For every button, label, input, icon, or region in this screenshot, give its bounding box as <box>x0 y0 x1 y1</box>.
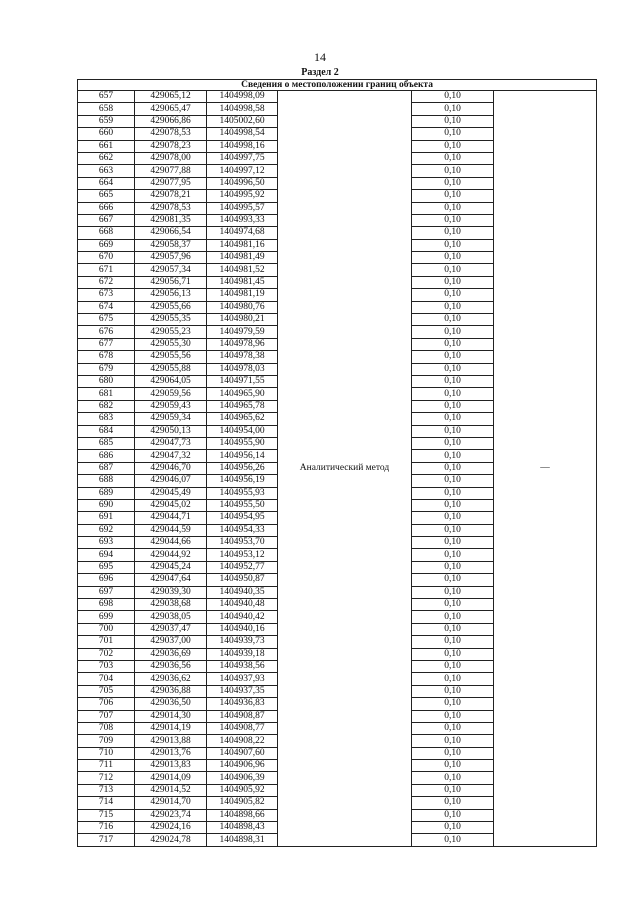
table-header: Сведения о местоположении границ объекта <box>78 80 597 91</box>
point-number-cell: 693 <box>78 537 135 549</box>
point-number-cell: 686 <box>78 450 135 462</box>
accuracy-cell: 0,10 <box>412 388 494 400</box>
point-number-cell: 709 <box>78 735 135 747</box>
y-coordinate-cell: 1404997,75 <box>207 152 278 164</box>
x-coordinate-cell: 429055,88 <box>135 363 207 375</box>
point-number-cell: 702 <box>78 648 135 660</box>
y-coordinate-cell: 1404978,38 <box>207 351 278 363</box>
point-number-cell: 689 <box>78 487 135 499</box>
x-coordinate-cell: 429047,73 <box>135 437 207 449</box>
x-coordinate-cell: 429081,35 <box>135 214 207 226</box>
y-coordinate-cell: 1404940,48 <box>207 599 278 611</box>
accuracy-cell: 0,10 <box>412 797 494 809</box>
point-number-cell: 678 <box>78 351 135 363</box>
x-coordinate-cell: 429024,16 <box>135 822 207 834</box>
accuracy-cell: 0,10 <box>412 239 494 251</box>
point-number-cell: 713 <box>78 784 135 796</box>
x-coordinate-cell: 429036,88 <box>135 685 207 697</box>
y-coordinate-cell: 1404981,45 <box>207 276 278 288</box>
x-coordinate-cell: 429057,34 <box>135 264 207 276</box>
point-number-cell: 688 <box>78 475 135 487</box>
point-number-cell: 712 <box>78 772 135 784</box>
x-coordinate-cell: 429056,13 <box>135 289 207 301</box>
point-number-cell: 674 <box>78 301 135 313</box>
x-coordinate-cell: 429036,56 <box>135 660 207 672</box>
point-number-cell: 666 <box>78 202 135 214</box>
x-coordinate-cell: 429014,19 <box>135 722 207 734</box>
y-coordinate-cell: 1404971,55 <box>207 375 278 387</box>
point-number-cell: 687 <box>78 462 135 474</box>
x-coordinate-cell: 429046,07 <box>135 475 207 487</box>
x-coordinate-cell: 429037,47 <box>135 623 207 635</box>
accuracy-cell: 0,10 <box>412 722 494 734</box>
y-coordinate-cell: 1404936,83 <box>207 698 278 710</box>
point-number-cell: 711 <box>78 760 135 772</box>
accuracy-cell: 0,10 <box>412 772 494 784</box>
y-coordinate-cell: 1404907,60 <box>207 747 278 759</box>
x-coordinate-cell: 429047,32 <box>135 450 207 462</box>
accuracy-cell: 0,10 <box>412 561 494 573</box>
y-coordinate-cell: 1404997,12 <box>207 165 278 177</box>
table-body <box>78 91 597 847</box>
point-number-cell: 665 <box>78 190 135 202</box>
x-coordinate-cell: 429059,34 <box>135 413 207 425</box>
accuracy-cell: 0,10 <box>412 586 494 598</box>
point-number-cell: 698 <box>78 599 135 611</box>
accuracy-cell: 0,10 <box>412 648 494 660</box>
accuracy-cell: 0,10 <box>412 685 494 697</box>
point-number-cell: 694 <box>78 549 135 561</box>
x-coordinate-cell: 429057,96 <box>135 252 207 264</box>
accuracy-cell: 0,10 <box>412 363 494 375</box>
y-coordinate-cell: 1404998,54 <box>207 128 278 140</box>
y-coordinate-cell: 1404954,00 <box>207 425 278 437</box>
x-coordinate-cell: 429055,30 <box>135 338 207 350</box>
accuracy-cell: 0,10 <box>412 450 494 462</box>
accuracy-cell: 0,10 <box>412 338 494 350</box>
accuracy-cell: 0,10 <box>412 611 494 623</box>
y-coordinate-cell: 1404981,52 <box>207 264 278 276</box>
accuracy-cell: 0,10 <box>412 190 494 202</box>
dash-cell: — <box>494 91 597 847</box>
accuracy-cell: 0,10 <box>412 809 494 821</box>
x-coordinate-cell: 429078,21 <box>135 190 207 202</box>
y-coordinate-cell: 1404898,31 <box>207 834 278 846</box>
point-number-cell: 683 <box>78 413 135 425</box>
accuracy-cell: 0,10 <box>412 710 494 722</box>
accuracy-cell: 0,10 <box>412 623 494 635</box>
section-title: Раздел 2 <box>301 67 339 78</box>
accuracy-cell: 0,10 <box>412 326 494 338</box>
point-number-cell: 706 <box>78 698 135 710</box>
x-coordinate-cell: 429014,52 <box>135 784 207 796</box>
point-number-cell: 700 <box>78 623 135 635</box>
y-coordinate-cell: 1404905,92 <box>207 784 278 796</box>
point-number-cell: 672 <box>78 276 135 288</box>
x-coordinate-cell: 429046,70 <box>135 462 207 474</box>
table-row <box>78 91 597 103</box>
x-coordinate-cell: 429055,56 <box>135 351 207 363</box>
x-coordinate-cell: 429024,78 <box>135 834 207 846</box>
accuracy-cell: 0,10 <box>412 760 494 772</box>
x-coordinate-cell: 429013,88 <box>135 735 207 747</box>
y-coordinate-cell: 1404937,35 <box>207 685 278 697</box>
y-coordinate-cell: 1404953,70 <box>207 537 278 549</box>
accuracy-cell: 0,10 <box>412 599 494 611</box>
y-coordinate-cell: 1404979,59 <box>207 326 278 338</box>
accuracy-cell: 0,10 <box>412 165 494 177</box>
y-coordinate-cell: 1405002,60 <box>207 115 278 127</box>
accuracy-cell: 0,10 <box>412 140 494 152</box>
accuracy-cell: 0,10 <box>412 735 494 747</box>
y-coordinate-cell: 1404908,22 <box>207 735 278 747</box>
y-coordinate-cell: 1404906,96 <box>207 760 278 772</box>
y-coordinate-cell: 1404908,87 <box>207 710 278 722</box>
y-coordinate-cell: 1404978,96 <box>207 338 278 350</box>
point-number-cell: 704 <box>78 673 135 685</box>
y-coordinate-cell: 1404955,90 <box>207 437 278 449</box>
point-number-cell: 681 <box>78 388 135 400</box>
y-coordinate-cell: 1404995,92 <box>207 190 278 202</box>
point-number-cell: 717 <box>78 834 135 846</box>
point-number-cell: 673 <box>78 289 135 301</box>
point-number-cell: 658 <box>78 103 135 115</box>
y-coordinate-cell: 1404940,35 <box>207 586 278 598</box>
x-coordinate-cell: 429014,09 <box>135 772 207 784</box>
accuracy-cell: 0,10 <box>412 103 494 115</box>
x-coordinate-cell: 429064,05 <box>135 375 207 387</box>
accuracy-cell: 0,10 <box>412 784 494 796</box>
x-coordinate-cell: 429055,23 <box>135 326 207 338</box>
x-coordinate-cell: 429077,88 <box>135 165 207 177</box>
point-number-cell: 707 <box>78 710 135 722</box>
x-coordinate-cell: 429055,66 <box>135 301 207 313</box>
x-coordinate-cell: 429066,54 <box>135 227 207 239</box>
y-coordinate-cell: 1404980,21 <box>207 314 278 326</box>
accuracy-cell: 0,10 <box>412 301 494 313</box>
y-coordinate-cell: 1404965,90 <box>207 388 278 400</box>
accuracy-cell: 0,10 <box>412 177 494 189</box>
point-number-cell: 684 <box>78 425 135 437</box>
x-coordinate-cell: 429044,92 <box>135 549 207 561</box>
coordinates-table <box>77 79 597 847</box>
y-coordinate-cell: 1404965,62 <box>207 413 278 425</box>
x-coordinate-cell: 429037,00 <box>135 636 207 648</box>
x-coordinate-cell: 429078,23 <box>135 140 207 152</box>
x-coordinate-cell: 429036,62 <box>135 673 207 685</box>
accuracy-cell: 0,10 <box>412 462 494 474</box>
y-coordinate-cell: 1404965,78 <box>207 400 278 412</box>
y-coordinate-cell: 1404995,57 <box>207 202 278 214</box>
accuracy-cell: 0,10 <box>412 698 494 710</box>
y-coordinate-cell: 1404955,93 <box>207 487 278 499</box>
point-number-cell: 676 <box>78 326 135 338</box>
point-number-cell: 682 <box>78 400 135 412</box>
x-coordinate-cell: 429013,83 <box>135 760 207 772</box>
x-coordinate-cell: 429077,95 <box>135 177 207 189</box>
x-coordinate-cell: 429065,47 <box>135 103 207 115</box>
point-number-cell: 699 <box>78 611 135 623</box>
accuracy-cell: 0,10 <box>412 636 494 648</box>
point-number-cell: 705 <box>78 685 135 697</box>
accuracy-cell: 0,10 <box>412 314 494 326</box>
x-coordinate-cell: 429066,86 <box>135 115 207 127</box>
point-number-cell: 668 <box>78 227 135 239</box>
point-number-cell: 669 <box>78 239 135 251</box>
point-number-cell: 667 <box>78 214 135 226</box>
x-coordinate-cell: 429038,68 <box>135 599 207 611</box>
x-coordinate-cell: 429044,59 <box>135 524 207 536</box>
point-number-cell: 696 <box>78 574 135 586</box>
y-coordinate-cell: 1404998,58 <box>207 103 278 115</box>
y-coordinate-cell: 1404950,87 <box>207 574 278 586</box>
point-number-cell: 677 <box>78 338 135 350</box>
x-coordinate-cell: 429058,37 <box>135 239 207 251</box>
point-number-cell: 715 <box>78 809 135 821</box>
accuracy-cell: 0,10 <box>412 289 494 301</box>
x-coordinate-cell: 429013,76 <box>135 747 207 759</box>
table-header-row <box>78 80 597 91</box>
accuracy-cell: 0,10 <box>412 400 494 412</box>
accuracy-cell: 0,10 <box>412 252 494 264</box>
accuracy-cell: 0,10 <box>412 499 494 511</box>
y-coordinate-cell: 1404998,09 <box>207 91 278 103</box>
x-coordinate-cell: 429045,49 <box>135 487 207 499</box>
x-coordinate-cell: 429014,70 <box>135 797 207 809</box>
point-number-cell: 703 <box>78 660 135 672</box>
point-number-cell: 708 <box>78 722 135 734</box>
point-number-cell: 692 <box>78 524 135 536</box>
method-cell: Аналитический метод <box>278 91 412 847</box>
point-number-cell: 661 <box>78 140 135 152</box>
x-coordinate-cell: 429059,43 <box>135 400 207 412</box>
point-number-cell: 714 <box>78 797 135 809</box>
y-coordinate-cell: 1404974,68 <box>207 227 278 239</box>
accuracy-cell: 0,10 <box>412 152 494 164</box>
y-coordinate-cell: 1404981,16 <box>207 239 278 251</box>
y-coordinate-cell: 1404952,77 <box>207 561 278 573</box>
accuracy-cell: 0,10 <box>412 214 494 226</box>
x-coordinate-cell: 429038,05 <box>135 611 207 623</box>
accuracy-cell: 0,10 <box>412 574 494 586</box>
y-coordinate-cell: 1404937,93 <box>207 673 278 685</box>
y-coordinate-cell: 1404940,16 <box>207 623 278 635</box>
x-coordinate-cell: 429014,30 <box>135 710 207 722</box>
accuracy-cell: 0,10 <box>412 91 494 103</box>
y-coordinate-cell: 1404956,19 <box>207 475 278 487</box>
y-coordinate-cell: 1404978,03 <box>207 363 278 375</box>
accuracy-cell: 0,10 <box>412 524 494 536</box>
y-coordinate-cell: 1404956,14 <box>207 450 278 462</box>
point-number-cell: 660 <box>78 128 135 140</box>
accuracy-cell: 0,10 <box>412 822 494 834</box>
x-coordinate-cell: 429078,53 <box>135 128 207 140</box>
x-coordinate-cell: 429056,71 <box>135 276 207 288</box>
x-coordinate-cell: 429065,12 <box>135 91 207 103</box>
x-coordinate-cell: 429078,53 <box>135 202 207 214</box>
y-coordinate-cell: 1404955,50 <box>207 499 278 511</box>
y-coordinate-cell: 1404939,18 <box>207 648 278 660</box>
point-number-cell: 657 <box>78 91 135 103</box>
y-coordinate-cell: 1404905,82 <box>207 797 278 809</box>
y-coordinate-cell: 1404981,19 <box>207 289 278 301</box>
accuracy-cell: 0,10 <box>412 115 494 127</box>
x-coordinate-cell: 429044,71 <box>135 512 207 524</box>
x-coordinate-cell: 429039,30 <box>135 586 207 598</box>
point-number-cell: 670 <box>78 252 135 264</box>
y-coordinate-cell: 1404956,26 <box>207 462 278 474</box>
y-coordinate-cell: 1404954,95 <box>207 512 278 524</box>
x-coordinate-cell: 429044,66 <box>135 537 207 549</box>
accuracy-cell: 0,10 <box>412 660 494 672</box>
accuracy-cell: 0,10 <box>412 202 494 214</box>
y-coordinate-cell: 1404939,73 <box>207 636 278 648</box>
point-number-cell: 675 <box>78 314 135 326</box>
point-number-cell: 701 <box>78 636 135 648</box>
point-number-cell: 710 <box>78 747 135 759</box>
point-number-cell: 697 <box>78 586 135 598</box>
point-number-cell: 663 <box>78 165 135 177</box>
x-coordinate-cell: 429036,50 <box>135 698 207 710</box>
y-coordinate-cell: 1404980,76 <box>207 301 278 313</box>
y-coordinate-cell: 1404998,16 <box>207 140 278 152</box>
accuracy-cell: 0,10 <box>412 475 494 487</box>
x-coordinate-cell: 429059,56 <box>135 388 207 400</box>
y-coordinate-cell: 1404953,12 <box>207 549 278 561</box>
point-number-cell: 691 <box>78 512 135 524</box>
point-number-cell: 685 <box>78 437 135 449</box>
point-number-cell: 659 <box>78 115 135 127</box>
accuracy-cell: 0,10 <box>412 375 494 387</box>
x-coordinate-cell: 429045,24 <box>135 561 207 573</box>
accuracy-cell: 0,10 <box>412 413 494 425</box>
y-coordinate-cell: 1404906,39 <box>207 772 278 784</box>
point-number-cell: 680 <box>78 375 135 387</box>
accuracy-cell: 0,10 <box>412 512 494 524</box>
y-coordinate-cell: 1404898,43 <box>207 822 278 834</box>
x-coordinate-cell: 429078,00 <box>135 152 207 164</box>
accuracy-cell: 0,10 <box>412 537 494 549</box>
accuracy-cell: 0,10 <box>412 487 494 499</box>
x-coordinate-cell: 429045,02 <box>135 499 207 511</box>
accuracy-cell: 0,10 <box>412 673 494 685</box>
y-coordinate-cell: 1404996,50 <box>207 177 278 189</box>
y-coordinate-cell: 1404954,33 <box>207 524 278 536</box>
point-number-cell: 690 <box>78 499 135 511</box>
accuracy-cell: 0,10 <box>412 834 494 846</box>
accuracy-cell: 0,10 <box>412 549 494 561</box>
x-coordinate-cell: 429036,69 <box>135 648 207 660</box>
point-number-cell: 664 <box>78 177 135 189</box>
x-coordinate-cell: 429047,64 <box>135 574 207 586</box>
y-coordinate-cell: 1404993,33 <box>207 214 278 226</box>
y-coordinate-cell: 1404898,66 <box>207 809 278 821</box>
point-number-cell: 716 <box>78 822 135 834</box>
x-coordinate-cell: 429023,74 <box>135 809 207 821</box>
accuracy-cell: 0,10 <box>412 128 494 140</box>
accuracy-cell: 0,10 <box>412 437 494 449</box>
y-coordinate-cell: 1404981,49 <box>207 252 278 264</box>
accuracy-cell: 0,10 <box>412 227 494 239</box>
accuracy-cell: 0,10 <box>412 747 494 759</box>
point-number-cell: 679 <box>78 363 135 375</box>
point-number-cell: 695 <box>78 561 135 573</box>
page-number: 14 <box>314 50 326 64</box>
y-coordinate-cell: 1404908,77 <box>207 722 278 734</box>
accuracy-cell: 0,10 <box>412 351 494 363</box>
x-coordinate-cell: 429055,35 <box>135 314 207 326</box>
accuracy-cell: 0,10 <box>412 276 494 288</box>
point-number-cell: 671 <box>78 264 135 276</box>
y-coordinate-cell: 1404940,42 <box>207 611 278 623</box>
x-coordinate-cell: 429050,13 <box>135 425 207 437</box>
point-number-cell: 662 <box>78 152 135 164</box>
y-coordinate-cell: 1404938,56 <box>207 660 278 672</box>
accuracy-cell: 0,10 <box>412 425 494 437</box>
accuracy-cell: 0,10 <box>412 264 494 276</box>
